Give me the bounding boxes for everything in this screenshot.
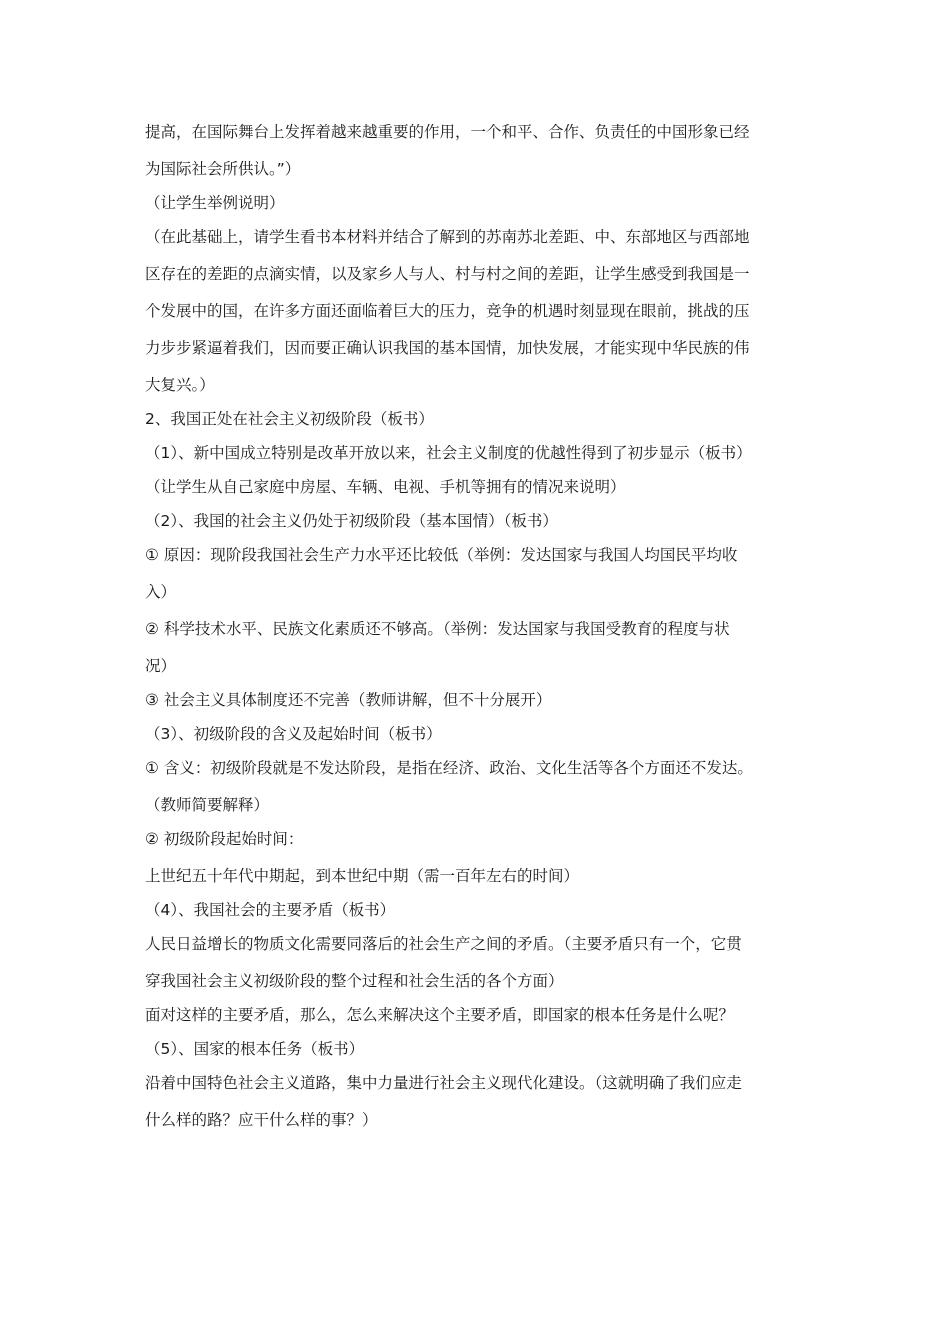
text-line: ② 科学技术水平、民族文化素质还不够高。（举例：发达国家与我国受教育的程度与状	[145, 620, 730, 638]
text-line: ① 含义：初级阶段就是不发达阶段，是指在经济、政治、文化生活等各个方面还不发达。	[145, 759, 753, 777]
text-line: 区存在的差距的点滴实情，以及家乡人与人、村与村之间的差距，让学生感受到我国是一	[145, 265, 750, 283]
text-line: 穿我国社会主义初级阶段的整个过程和社会生活的各个方面）	[145, 972, 564, 990]
text-line: 人民日益增长的物质文化需要同落后的社会生产之间的矛盾。（主要矛盾只有一个，它贯	[145, 935, 742, 953]
section-heading: 2、我国正处在社会主义初级阶段（板书）	[145, 410, 434, 428]
text-line: （1）、新中国成立特别是改革开放以来，社会主义制度的优越性得到了初步显示（板书）	[145, 444, 752, 462]
text-line: 沿着中国特色社会主义道路，集中力量进行社会主义现代化建设。（这就明确了我们应走	[145, 1074, 742, 1092]
text-line: （4）、我国社会的主要矛盾（板书）	[145, 901, 396, 919]
text-line: 为国际社会所供认。”）	[145, 160, 301, 178]
text-line: 面对这样的主要矛盾，那么，怎么来解决这个主要矛盾，即国家的根本任务是什么呢？	[145, 1006, 735, 1024]
text-line: （教师简要解释）	[145, 796, 270, 814]
text-line: 大复兴。）	[145, 376, 215, 394]
text-line: （让学生从自己家庭中房屋、车辆、电视、手机等拥有的情况来说明）	[145, 478, 626, 496]
text-line: ① 原因：现阶段我国社会生产力水平还比较低（举例：发达国家与我国人均国民平均收	[145, 546, 738, 564]
text-line: ③ 社会主义具体制度还不完善（教师讲解，但不十分展开）	[145, 691, 552, 709]
document-body	[145, 122, 817, 1147]
text-line: （3）、初级阶段的含义及起始时间（板书）	[145, 725, 442, 743]
text-line: ② 初级阶段起始时间：	[145, 830, 304, 848]
text-line: 什么样的路？应干什么样的事？）	[145, 1111, 378, 1129]
text-line: （2）、我国的社会主义仍处于初级阶段（基本国情）（板书）	[145, 512, 558, 530]
text-line: 个发展中的国，在许多方面还面临着巨大的压力，竞争的机遇时刻显现在眼前，挑战的压	[145, 302, 750, 320]
text-line: （让学生举例说明）	[145, 194, 285, 212]
text-line: 入）	[145, 583, 177, 601]
text-line: （在此基础上，请学生看书本材料并结合了解到的苏南苏北差距、中、东部地区与西部地	[145, 228, 750, 246]
text-line: （5）、国家的根本任务（板书）	[145, 1040, 365, 1058]
text-line: 况）	[145, 657, 177, 675]
text-line: 提高，在国际舞台上发挥着越来越重要的作用，一个和平、合作、负责任的中国形象已经	[145, 123, 750, 141]
text-line: 力步步紧逼着我们，因而要正确认识我国的基本国情，加快发展，才能实现中华民族的伟	[145, 339, 750, 357]
text-line: 上世纪五十年代中期起，到本世纪中期（需一百年左右的时间）	[145, 867, 580, 885]
